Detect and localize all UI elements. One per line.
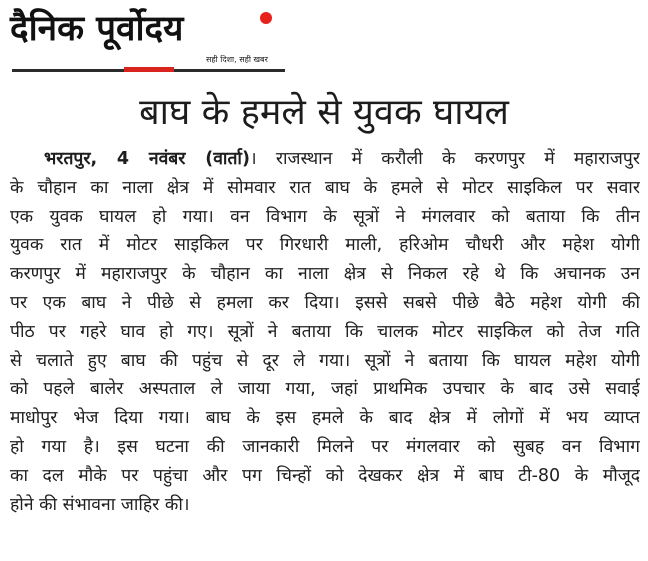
article-line: को पहले बालेर अस्पताल ले जाया गया, जहां प्राथमिक उपचार के बाद उसे सवाई [10,379,640,400]
masthead-red-bar [124,67,174,72]
article-line: का दल मौके पर पहुंचा और पग चिन्हों को देखकर क्षेत्र में बाघ टी-80 के मौजूद [10,465,640,486]
article-line: से चलाते हुए बाघ की पहुंच से दूर ले गया। सूत्रों ने बताया कि घायल महेश योगी [10,350,640,371]
article-line: करणपुर में महाराजपुर के चौहान का नाला क्षेत्र से निकल रहे थे कि अचानक उन [10,264,640,285]
logo-red-dot [260,12,272,24]
article-line: एक युवक घायल हो गया। वन विभाग के सूत्रों ने मंगलवार को बताया कि तीन [10,206,640,227]
article-line-text: । राजस्थान में करौली के करणपुर में महाराजपुर [249,149,640,169]
masthead [10,4,285,74]
masthead-tagline: सही दिशा, सही खबर [206,55,268,64]
article-line: युवक रात में मोटर साइकिल पर गिरधारी माली, हरिओम चौधरी और महेश योगी [10,235,640,256]
article-dateline: भरतपुर, 4 नवंबर (वार्ता) [44,149,250,169]
article-line: पीठ पर गहरे घाव हो गए। सूत्रों ने बताया कि चालक मोटर साइकिल को तेज गति [10,321,640,342]
article-line: हो गया है। इस घटना की जानकारी मिलने पर मंगलवार को सुबह वन विभाग [10,436,640,457]
article-line: होने की संभावना जाहिर की। [10,494,190,515]
article-line: के चौहान का नाला क्षेत्र में सोमवार रात बाघ के हमले से मोटर साइकिल पर सवार [10,177,640,198]
article-line [10,145,640,174]
article-headline: बाघ के हमले से युवक घायल [139,92,509,133]
article-line: माधोपुर भेज दिया गया। बाघ के इस हमले के बाद क्षेत्र में लोगों में भय व्याप्त [10,408,640,429]
article-line: पर एक बाघ ने पीछे से हमला कर दिया। इससे सबसे पीछे बैठे महेश योगी की [10,292,640,313]
newspaper-logo: दैनिक पूर्वोदय [10,9,184,49]
article-body [10,145,640,519]
